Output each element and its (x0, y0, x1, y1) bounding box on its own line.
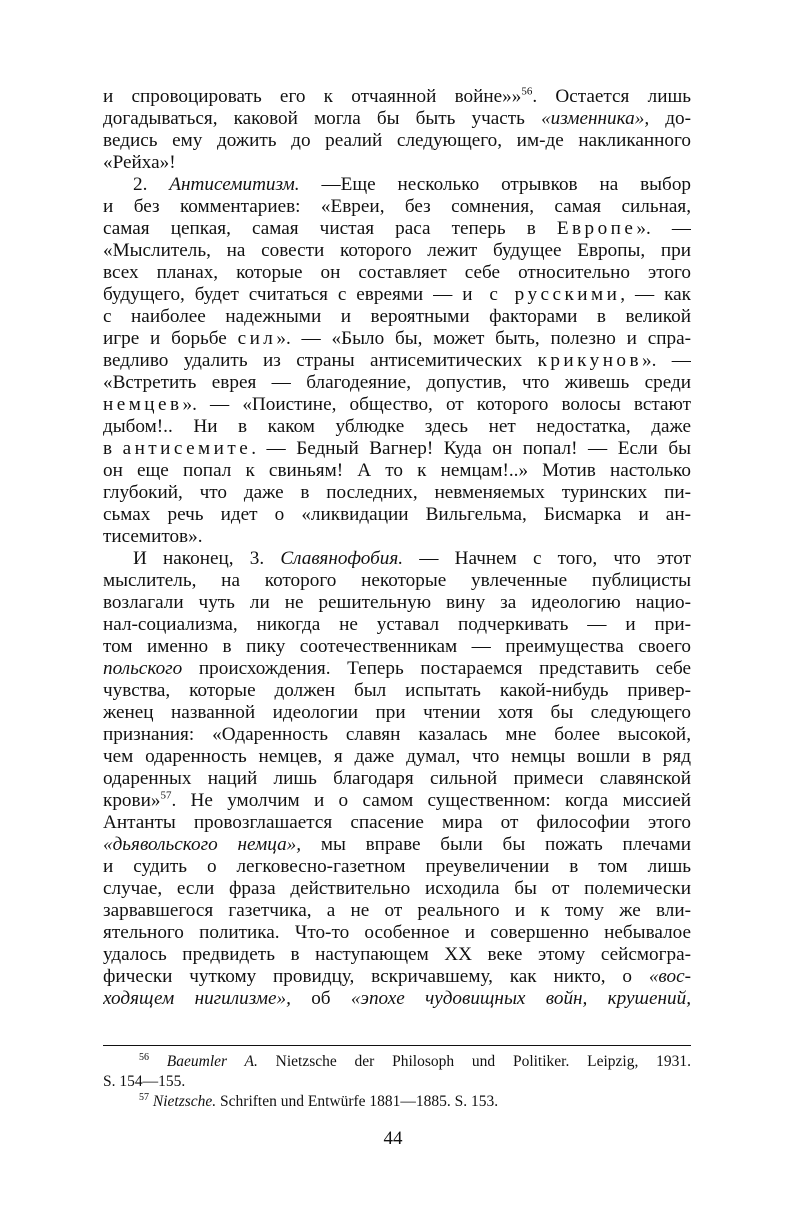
text-line (103, 504, 691, 526)
text-run: «Мыслитель, на совести которого лежит будущее Европы, при (103, 240, 691, 261)
text-line (103, 218, 691, 240)
text-run: — Начнем с того, что этот (403, 548, 691, 569)
text-line (103, 284, 691, 306)
text-run: игре и борьбе (103, 328, 238, 349)
footnote-marker: 56 (521, 86, 533, 98)
text-run: фически чуткому провидцу, вскричавшему, как никто, о (103, 966, 649, 987)
text-line (103, 724, 691, 746)
text-line (103, 812, 691, 834)
text-run: ведись ему дожить до реалий следующего, им-де накликанного (103, 130, 691, 151)
text-run: . Не умолчим и о самом существенном: когда миссией (171, 790, 691, 811)
text-line (103, 658, 691, 680)
text-run (149, 1053, 167, 1070)
text-run: всех планах, которые он составляет себе относительно этого (103, 262, 691, 283)
text-run: Антанты провозглашается спасение мира от философии этого (103, 812, 691, 833)
spaced-emphasis: немцев (103, 394, 183, 415)
footnote-line (103, 1092, 691, 1112)
italic-text: «вос- (648, 966, 691, 987)
text-line (103, 988, 691, 1010)
italic-text: Антисемитизм. (169, 174, 300, 195)
text-line (103, 548, 691, 570)
text-run: S. 154—155. (103, 1073, 186, 1090)
text-run: мы вправе были бы пожать плечами (301, 834, 691, 855)
text-line (103, 636, 691, 658)
text-run: догадываться, каковой могла бы быть участь (103, 108, 542, 129)
text-run: , — как (620, 284, 691, 305)
text-run: ». — «Было бы, может быть, полезно и спра- (276, 328, 691, 349)
text-run: чувства, которые должен был испытать какой-нибудь привер- (103, 680, 691, 701)
text-run: и без комментариев: «Евреи, без сомнения, самая сильная, (103, 196, 691, 217)
text-line (103, 900, 691, 922)
text-run: глубокий, что даже в последних, невменяемых туринских пи- (103, 482, 691, 503)
spaced-emphasis: сил (237, 328, 277, 349)
text-line (103, 526, 691, 548)
text-run: в (103, 438, 123, 459)
text-run: и спровоцировать его к отчаянной войне»» (103, 86, 522, 107)
text-run: —Еще несколько отрывков на выбор (299, 174, 691, 195)
text-run: с наиболее надежными и вероятными факторами в великой (103, 306, 691, 327)
text-run: возлагали чуть ли не решительную вину за идеологию нацио- (103, 592, 691, 613)
text-run: ». — (642, 350, 691, 371)
text-line (103, 768, 691, 790)
text-run: он еще попал к свиньям! А то к немцам!..» Мотив настолько (103, 460, 691, 481)
footnote-separator (103, 1045, 691, 1046)
text-run: нал-социализма, никогда не уставал подчеркивать — и при- (103, 614, 691, 635)
text-line (103, 240, 691, 262)
italic-text: Славянофобия. (280, 548, 404, 569)
text-run: Schriften und Entwürfe 1881—1885. S. 153. (216, 1093, 499, 1110)
text-line (103, 350, 691, 372)
text-line (103, 680, 691, 702)
italic-text: Baeumler A. (166, 1053, 258, 1070)
main-text (103, 86, 691, 1010)
text-run: . — Бедный Вагнер! Куда он попал! — Если бы (251, 438, 691, 459)
text-run: одаренных наций лишь благодаря сильной примеси славянской (103, 768, 691, 789)
text-run: мыслитель, на которого некоторые увлеченные публицисты (103, 570, 691, 591)
text-line (103, 702, 691, 724)
text-run: крови» (103, 790, 161, 811)
text-run: 2. (133, 174, 170, 195)
text-run: И наконец, 3. (133, 548, 281, 569)
italic-text: Nietzsche. (152, 1093, 217, 1110)
text-run: зарвавшегося газетчика, а не от реального и к тому же вли- (103, 900, 691, 921)
text-run: случае, если фраза действительно исходила бы от полемически (103, 878, 691, 899)
footnote-marker: 56 (139, 1052, 149, 1063)
text-run: об (290, 988, 351, 1009)
text-run: чем одаренность немцев, я даже думал, что немцы вошли в ряд (103, 746, 691, 767)
text-line (103, 856, 691, 878)
text-run: ятельного политика. Что-то особенное и совершенно небывалое (103, 922, 691, 943)
spaced-emphasis: Европе (556, 218, 637, 239)
text-line (103, 790, 691, 812)
footnote-line (103, 1072, 691, 1092)
text-line (103, 922, 691, 944)
text-line (103, 482, 691, 504)
text-run: признания: «Одаренность славян казалась мне более высокой, (103, 724, 691, 745)
text-line (103, 834, 691, 856)
text-run: удалось предвидеть в наступающем XX веке этому сейсмогра- (103, 944, 691, 965)
italic-text: ходящем нигилизме», (103, 988, 291, 1009)
italic-text: «изменника», (541, 108, 650, 129)
text-run: ». — «Поистине, общество, от которого волосы встают (182, 394, 691, 415)
italic-text: «эпохе чудовищных войн, крушений, (350, 988, 691, 1009)
spaced-emphasis: крикунов (537, 350, 642, 371)
italic-text: польского (103, 658, 183, 679)
text-line (103, 966, 691, 988)
footnote-line (103, 1052, 691, 1072)
text-line (103, 944, 691, 966)
footnotes (103, 1052, 691, 1112)
text-run: «Рейха»! (103, 152, 176, 173)
text-run: том именно в пику соотечественникам — преимущества своего (103, 636, 691, 657)
text-line (103, 86, 691, 108)
text-run: и судить о легковесно-газетном преувеличении в том лишь (103, 856, 691, 877)
spaced-emphasis: антисемите (122, 438, 252, 459)
text-run: самая цепкая, самая чистая раса теперь в (103, 218, 557, 239)
text-run: Nietzsche der Philosoph und Politiker. Leipzig, 1931. (257, 1053, 691, 1070)
text-line (103, 372, 691, 394)
page-number: 44 (383, 1128, 403, 1149)
text-run: будущего, будет считаться с евреями — (103, 284, 463, 305)
text-run: сьмах речь идет о «ликвидации Вильгельма, Бисмарка и ан- (103, 504, 691, 525)
text-line (103, 152, 691, 174)
text-line (103, 614, 691, 636)
text-line (103, 416, 691, 438)
italic-text: «дьявольского немца», (103, 834, 302, 855)
text-run: до- (649, 108, 691, 129)
text-run: ». — (636, 218, 691, 239)
text-line (103, 460, 691, 482)
footnote-marker: 57 (139, 1092, 149, 1103)
text-line (103, 570, 691, 592)
text-run: . Остается лишь (532, 86, 691, 107)
text-line (103, 306, 691, 328)
text-line (103, 878, 691, 900)
text-run: женец названной идеологии при чтении хотя бы следующего (103, 702, 691, 723)
spaced-emphasis: и с русскими (462, 284, 621, 305)
text-line (103, 108, 691, 130)
text-run: тисемитов». (103, 526, 203, 547)
text-line (103, 592, 691, 614)
footnote-marker: 57 (160, 790, 172, 802)
text-line (103, 196, 691, 218)
text-run: «Встретить еврея — благодеяние, допустив, что живешь среди (103, 372, 691, 393)
text-line (103, 174, 691, 196)
text-line (103, 328, 691, 350)
text-line (103, 130, 691, 152)
text-line (103, 394, 691, 416)
text-run: происхождения. Теперь постараемся представить себе (182, 658, 691, 679)
text-line (103, 438, 691, 460)
text-line (103, 746, 691, 768)
text-line (103, 262, 691, 284)
text-run: ведливо удалить из страны антисемитических (103, 350, 538, 371)
text-run: дыбом!.. Ни в каком ублюдке здесь нет недостатка, даже (103, 416, 691, 437)
